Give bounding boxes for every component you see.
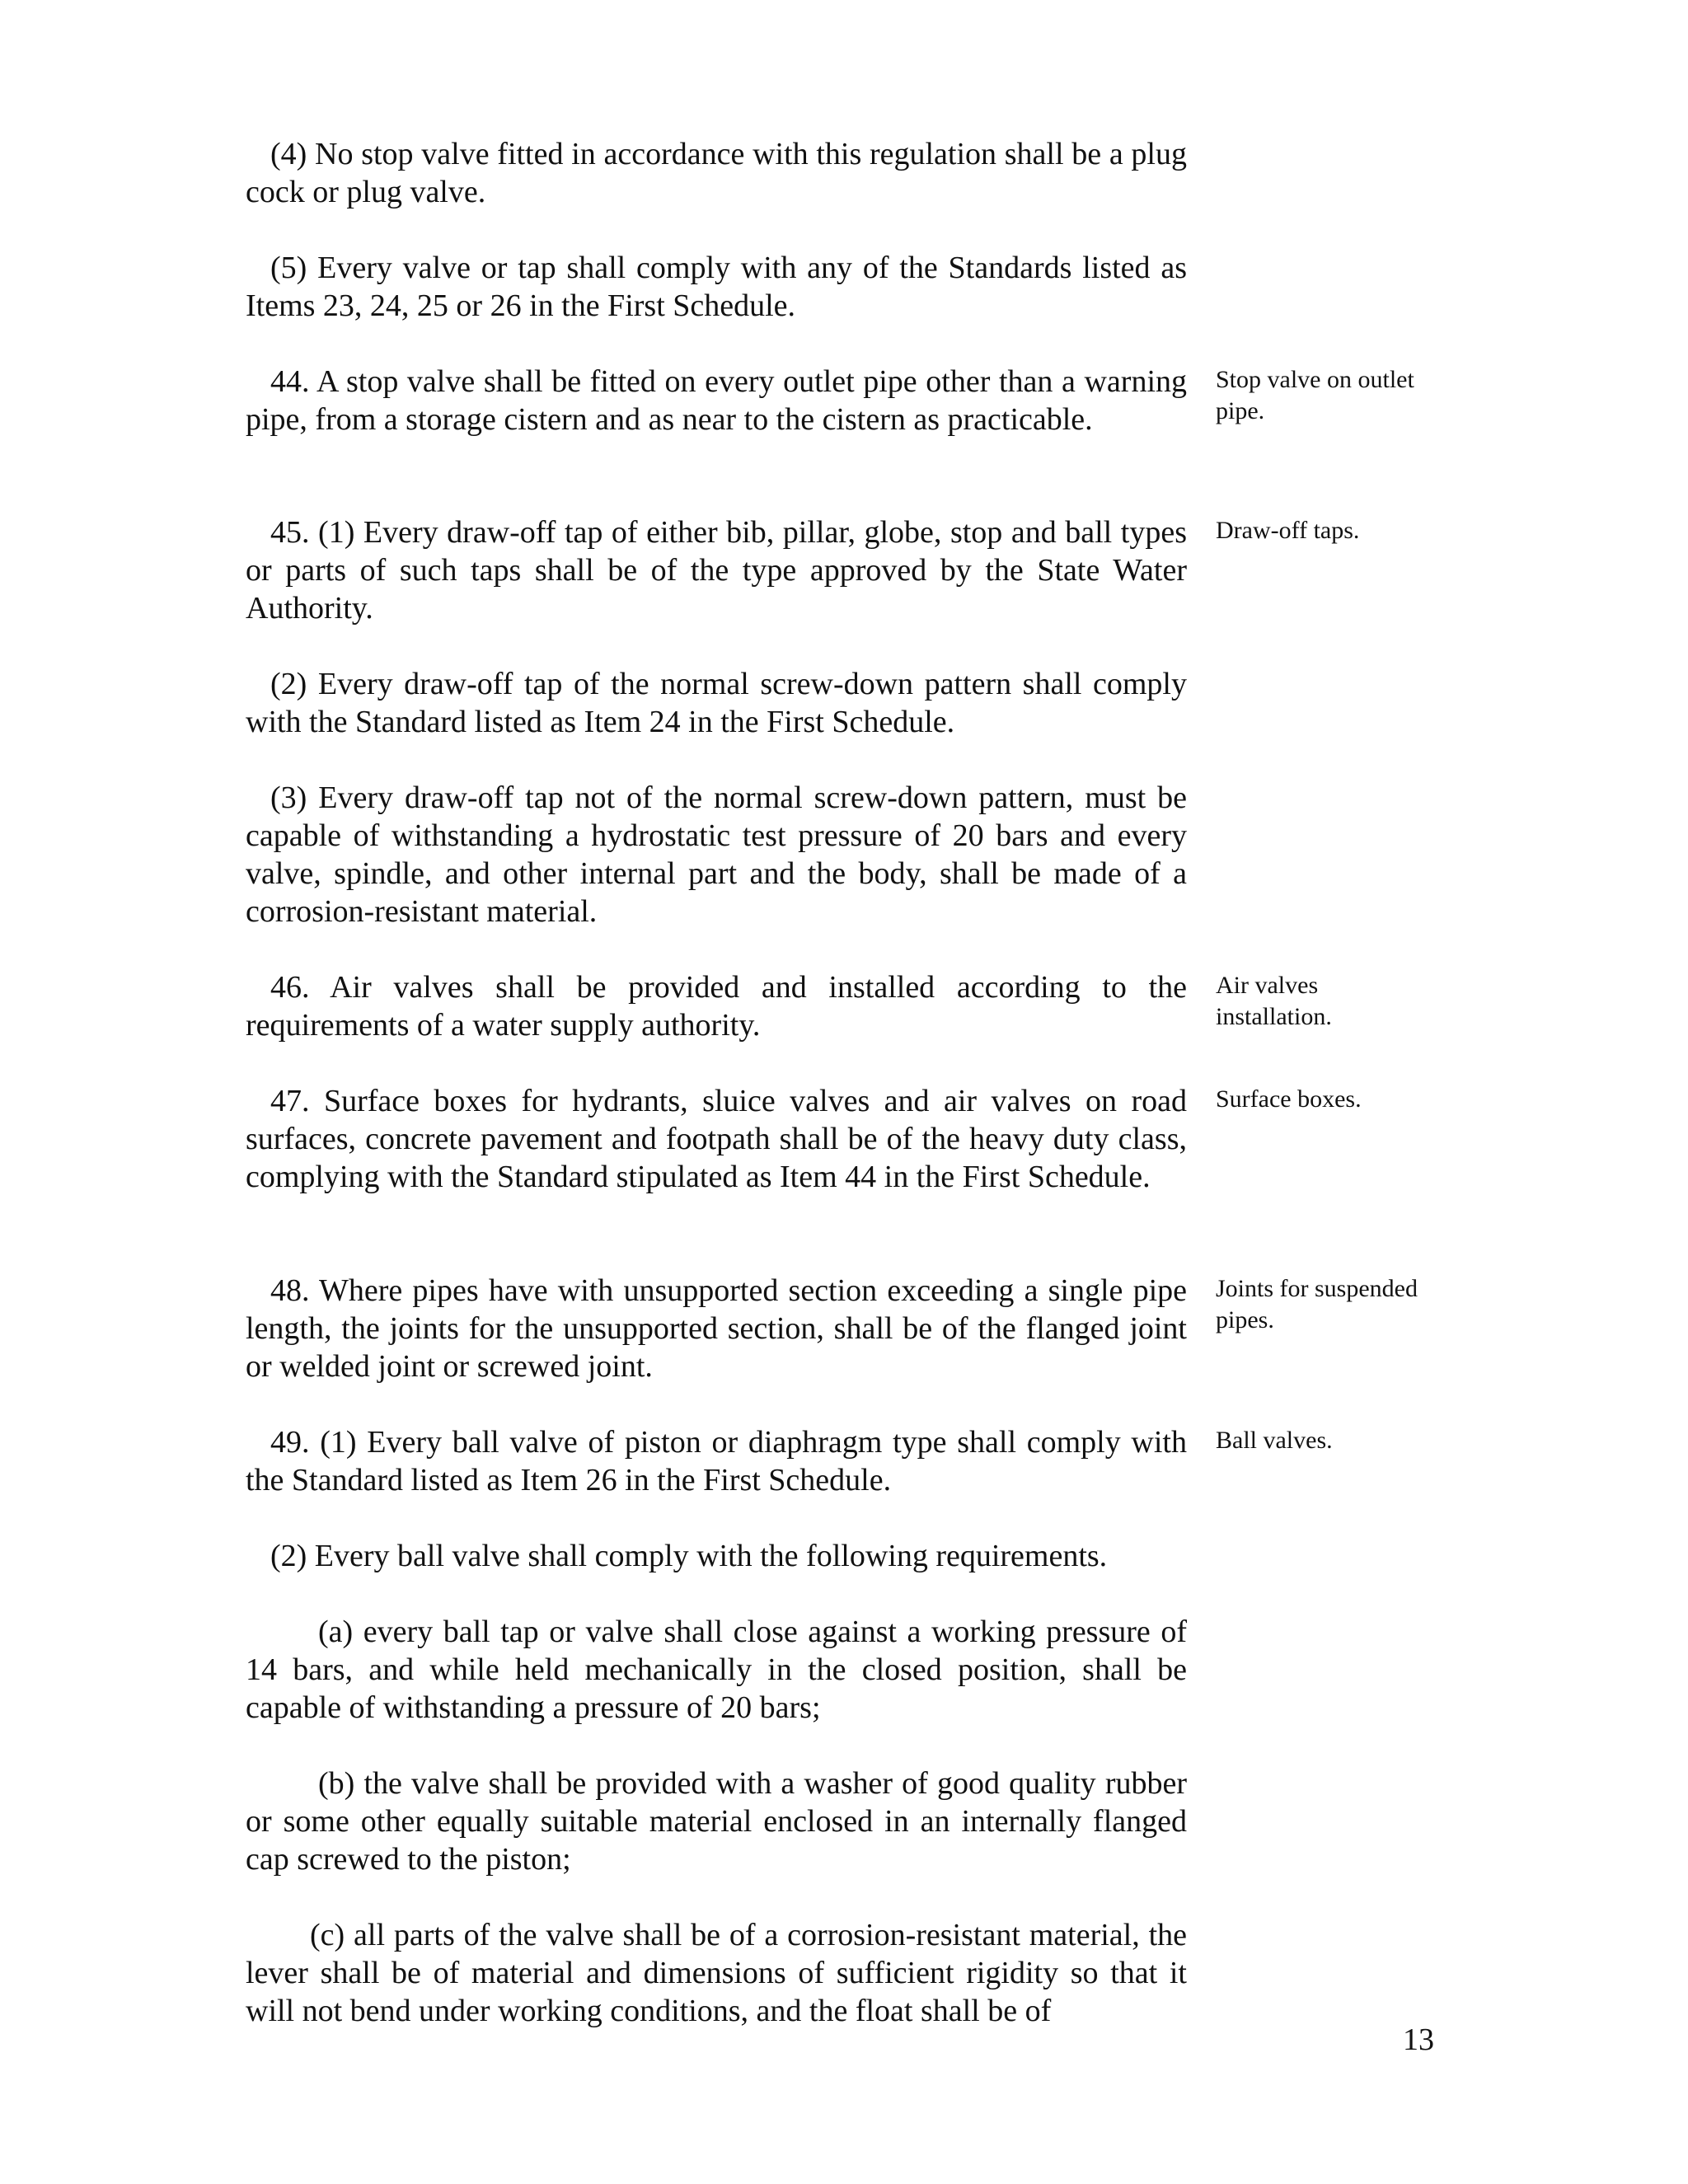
paragraph-49-2b: (b) the valve shall be provided with a washer of good quality rubber or some other equally suitable material enclosed in an internally flanged cap screwed to the piston; (246, 1766, 1187, 1877)
margin-note-45: Draw-off taps. (1216, 517, 1360, 544)
margin-note-47: Surface boxes. (1216, 1085, 1362, 1113)
margin-note-49: Ball valves. (1216, 1427, 1333, 1454)
paragraph-45-2: (2) Every draw-off tap of the normal screw-down pattern shall comply with the Standard listed as Item 24 in the First Schedule. (246, 667, 1187, 739)
margin-note-44: Stop valve on outlet pipe. (1216, 366, 1414, 424)
paragraph-49-2a: (a) every ball tap or valve shall close against a working pressure of 14 bars, and while held mechanically in the closed position, shall be capable of withstanding a pressure of 20 bars; (246, 1615, 1187, 1725)
paragraph-43-5: (5) Every valve or tap shall comply with any of the Standards listed as Items 23, 24, 25 or 26 in the First Schedule. (246, 251, 1187, 323)
paragraph-43-4: (4) No stop valve fitted in accordance with this regulation shall be a plug cock or plug valve. (246, 137, 1187, 209)
margin-note-48: Joints for suspended pipes. (1216, 1275, 1418, 1333)
paragraph-45-1: 45. (1) Every draw-off tap of either bib, pillar, globe, stop and ball types or parts of such taps shall be of the type approved by the State Water Authority. (246, 515, 1187, 626)
paragraph-46: 46. Air valves shall be provided and installed according to the requirements of a water supply authority. (246, 970, 1187, 1043)
paragraph-44: 44. A stop valve shall be fitted on every outlet pipe other than a warning pipe, from a storage cistern and as near to the cistern as practicable. (246, 364, 1187, 437)
margin-note-46: Air valves installation. (1216, 972, 1332, 1030)
paragraph-49-1: 49. (1) Every ball valve of piston or diaphragm type shall comply with the Standard listed as Item 26 in the First Schedule. (246, 1425, 1187, 1497)
paragraph-45-3: (3) Every draw-off tap not of the normal screw-down pattern, must be capable of withstanding a hydrostatic test pressure of 20 bars and every valve, spindle, and other internal part and the body, shall be made of a corrosion-resistant material. (246, 780, 1187, 929)
page-number: 13 (1403, 2022, 1434, 2057)
paragraph-49-2c: (c) all parts of the valve shall be of a corrosion-resistant material, the lever shall be of material and dimensions of sufficient rigidity so that it will not bend under working conditions, and the float shall be of (246, 1918, 1187, 2028)
paragraph-48: 48. Where pipes have with unsupported section exceeding a single pipe length, the joints for the unsupported section, shall be of the flanged joint or welded joint or screwed joint. (246, 1273, 1187, 1384)
paragraph-47: 47. Surface boxes for hydrants, sluice valves and air valves on road surfaces, concrete pavement and footpath shall be of the heavy duty class, complying with the Standard stipulated as Item 44 in the First Schedule. (246, 1084, 1187, 1194)
paragraph-49-2: (2) Every ball valve shall comply with the following requirements. (270, 1539, 1108, 1573)
